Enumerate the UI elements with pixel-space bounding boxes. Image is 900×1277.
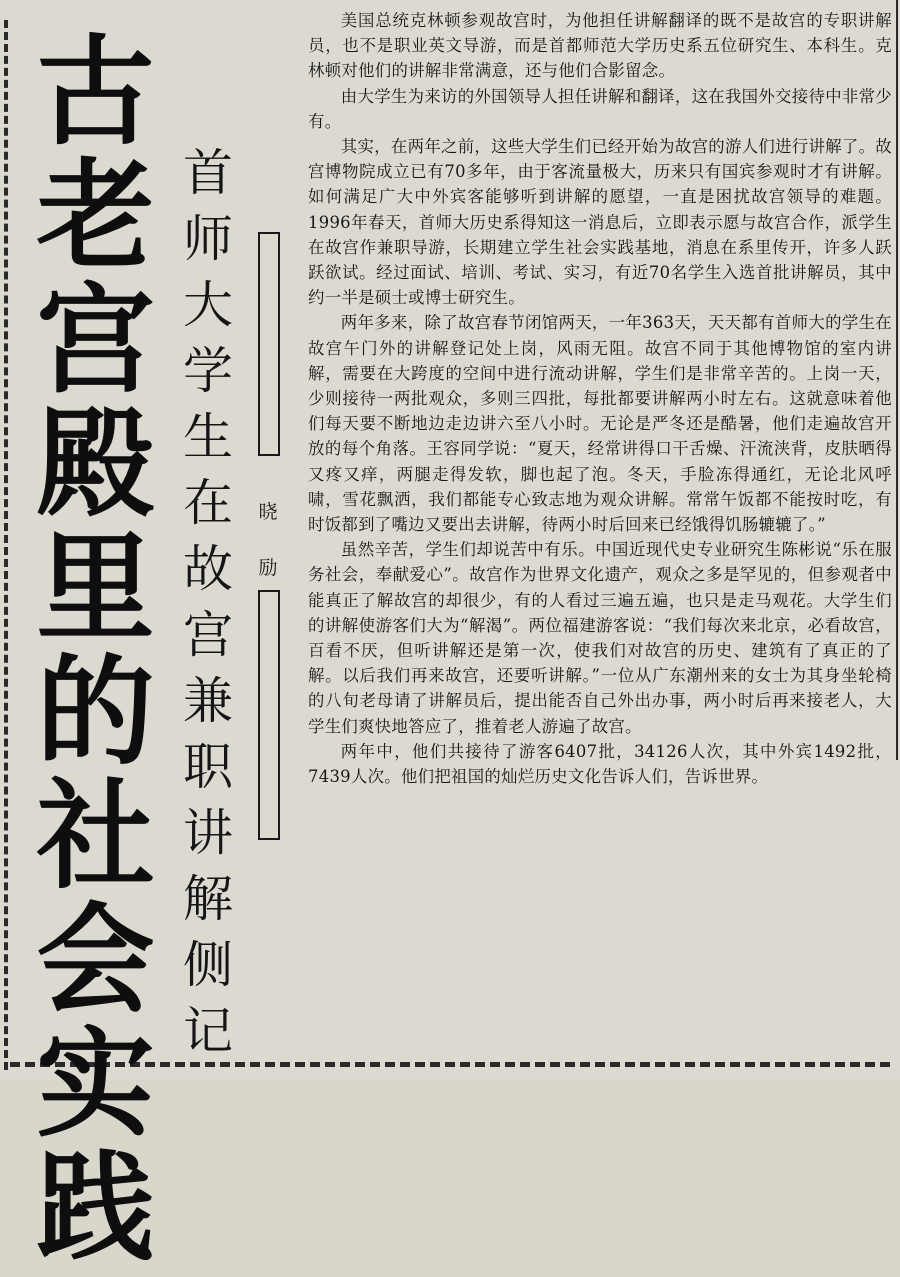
headline-char: 实 [36, 1015, 155, 1153]
headline-char: 宫 [36, 271, 155, 409]
subtitle-char: 宫 [183, 606, 233, 664]
headline-char: 古 [36, 23, 155, 161]
subtitle-char: 侧 [183, 936, 233, 994]
subtitle-char: 解 [183, 870, 233, 928]
article-paragraph: 两年中，他们共接待了游客6407批，34126人次，其中外宾1492批，7439人次。他们把祖国的灿烂历史文化告诉人们，告诉世界。 [308, 741, 892, 787]
article-paragraph: 两年多来，除了故宫春节闭馆两天，一年363天，天天都有首师大的学生在故宫午门外的讲解登记处上岗，风雨无阻。故宫不同于其他博物馆的室内讲解，需要在大跨度的空间中进行流动讲解，学生们是非常辛苦的。上岗一天，少则接待一两批观众，多则三四批，每批都要讲解两小时左右。这就意味着他们每天要不断地边走边讲六至八小时。无论是严冬还是酷暑，他们走遍故宫开放的每个角落。王容同学说：“夏天，经常讲得口干舌燥、汗流浃背，皮肤晒得又疼又痒，两腿走得发软，脚也起了泡。冬天，手脸冻得通红，无论北风呼啸，雪花飘洒，我们都能专心致志地为观众讲解。常常午饭都不能按时吃，有时饭都到了嘴边又要出去讲解，待两小时后回来已经饿得饥肠辘辘了。” [308, 313, 892, 535]
author-rule-bottom [258, 590, 280, 840]
article-paragraph: 美国总统克林顿参观故宫时，为他担任讲解翻译的既不是故宫的专职讲解员，也不是职业英文导游，而是首都师范大学历史系五位研究生、本科生。克林顿对他们的讲解非常满意，还与他们合影留念。 [308, 11, 892, 81]
headline-char: 的 [36, 643, 155, 781]
article-paragraph: 虽然辛苦，学生们却说苦中有乐。中国近现代史专业研究生陈彬说“乐在服务社会，奉献爱心”。故宫作为世界文化遗产，观众之多是罕见的，但参观者中能真正了解故宫的却很少，有的人看过三遍五遍，也只是走马观花。大学生们的讲解使游客们大为“解渴”。两位福建游客说：“我们每次来北京，必看故宫，百看不厌，但听讲解还是第一次，使我们对故宫的历史、建筑有了真正的了解。以后我们再来故宫，还要听讲解。”一位从广东潮州来的女士为其身坐轮椅的八旬老母请了讲解员后，提出能否自己外出办事，两小时后再来接老人，大学生们爽快地答应了，推着老人游遍了故宫。 [308, 540, 892, 736]
headline-char: 里 [36, 519, 155, 657]
dotted-border-left [4, 20, 14, 1070]
subtitle-char: 故 [183, 540, 233, 598]
article-paragraph: 其实，在两年之前，这些大学生们已经开始为故宫的游人们进行讲解了。故宫博物院成立已有70多年，由于客流量极大，历来只有国宾参观时才有讲解。如何满足广大中外宾客能够听到讲解的愿望，一直是困扰故宫领导的难题。1996年春天，首师大历史系得知这一消息后，立即表示愿与故宫合作，派学生在故宫作兼职导游，长期建立学生社会实践基地，消息在系里传开，许多人跃跃欲试。经过面试、培训、考试、实习，有近70名学生入选首批讲解员，其中约一半是硕士或博士研究生。 [308, 137, 892, 308]
author-char: 励 [258, 557, 278, 579]
subtitle-char: 记 [183, 1002, 233, 1060]
subtitle-char: 生 [183, 408, 233, 466]
subtitle-char: 讲 [183, 804, 233, 862]
subtitle-char: 首 [183, 144, 233, 202]
headline-char: 会 [36, 891, 155, 1029]
author-byline [256, 484, 280, 596]
article-body [308, 8, 892, 1058]
subtitle-char: 师 [183, 210, 233, 268]
subtitle-char: 兼 [183, 672, 233, 730]
author-char: 晓 [258, 501, 278, 523]
headline-char: 社 [36, 767, 155, 905]
headline-char: 殿 [36, 395, 155, 533]
border-right-rule [896, 0, 898, 760]
author-rule-top [258, 232, 280, 456]
headline-char: 践 [36, 1139, 155, 1277]
subtitle-char: 在 [183, 474, 233, 532]
headline [28, 23, 163, 1277]
headline-char: 老 [36, 147, 155, 285]
subtitle-char: 职 [183, 738, 233, 796]
subtitle [172, 140, 244, 1064]
subtitle-char: 学 [183, 342, 233, 400]
subtitle-char: 大 [183, 276, 233, 334]
article-paragraph: 由大学生为来访的外国领导人担任讲解和翻译，这在我国外交接待中非常少有。 [308, 86, 892, 131]
